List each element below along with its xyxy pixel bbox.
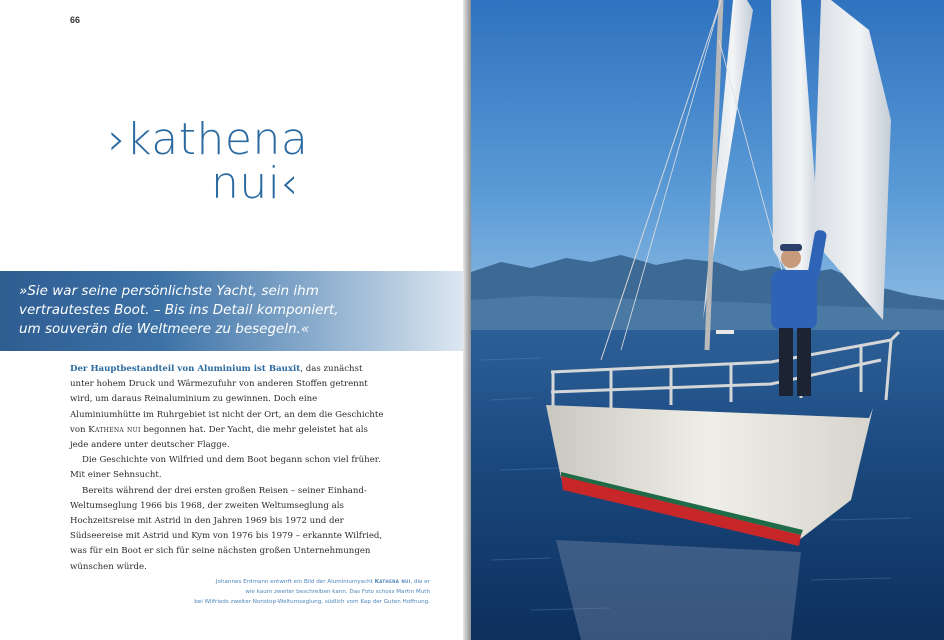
quote-line: um souverän die Weltmeere zu besegeln.«	[19, 321, 310, 337]
quote-line: »Sie war seine persönlichste Yacht, sein ihm	[19, 283, 319, 299]
caption-line: wie kaum zweiter beschreiben kann. Das Foto schoss Martin Muth	[245, 589, 430, 595]
distant-boat	[716, 330, 734, 334]
caption-line: Johannes Erdmann entwirft ein Bild der Aluminiumyacht Kathena nui, die er	[215, 579, 430, 585]
sailboat-photo	[471, 0, 944, 640]
paragraph-2: Die Geschichte von Wilfried und dem Boot begann schon viel früher. Mit einer Sehnsucht.	[70, 455, 381, 481]
page-number: 66	[70, 15, 81, 25]
page-gutter	[463, 0, 471, 640]
caption-line: bei Wilfrieds zweiter Nonstop-Weltumseglung, südlich vom Kap der Guten Hoffnung.	[194, 599, 430, 605]
quote-line: vertrautestes Boot. – Bis ins Detail komponiert,	[19, 302, 339, 318]
body-text	[70, 362, 387, 575]
paragraph-1: Der Hauptbestandteil von Aluminium ist Bauxit, das zunächst unter hohem Druck und Wärmezufuhr von anderen Stoffen getrennt wird, um daraus Reinaluminium zu gewinnen. Doch eine Aluminiumhütte im Ruhrgebiet ist nicht der Ort, an dem die Geschichte von Kathena nui begonnen hat. Der Yacht, die mehr geleistet hat als jede andere unter deutscher Flagge.	[70, 364, 384, 451]
hull-reflection	[556, 540, 801, 640]
lead-in: Der Hauptbestandteil von Aluminium ist Bauxit	[70, 364, 301, 374]
caption-boat-name: Kathena nui	[374, 579, 411, 585]
chapter-title	[108, 114, 309, 209]
title-line-2: nui‹	[211, 158, 299, 209]
paragraph-3: Bereits während der drei ersten großen Reisen – seiner Einhand-Weltumseglung 1966 bis 1968, der zweiten Weltumseglung als Hochzeitsreise mit Astrid in den Jahren 1969 bis 1972 und der Südseereise mit Astrid und Kym von 1976 bis 1979 – erkannte Wilfried, was für ein Boot er sich für seine nächsten großen Unternehmungen wünschen würde.	[70, 485, 383, 572]
title-line-1: ›kathena	[108, 114, 309, 165]
photo-caption	[120, 577, 430, 607]
boat-name: Kathena nui	[88, 424, 141, 435]
photo-page	[471, 0, 944, 640]
pull-quote	[19, 282, 439, 339]
left-page	[0, 0, 464, 640]
